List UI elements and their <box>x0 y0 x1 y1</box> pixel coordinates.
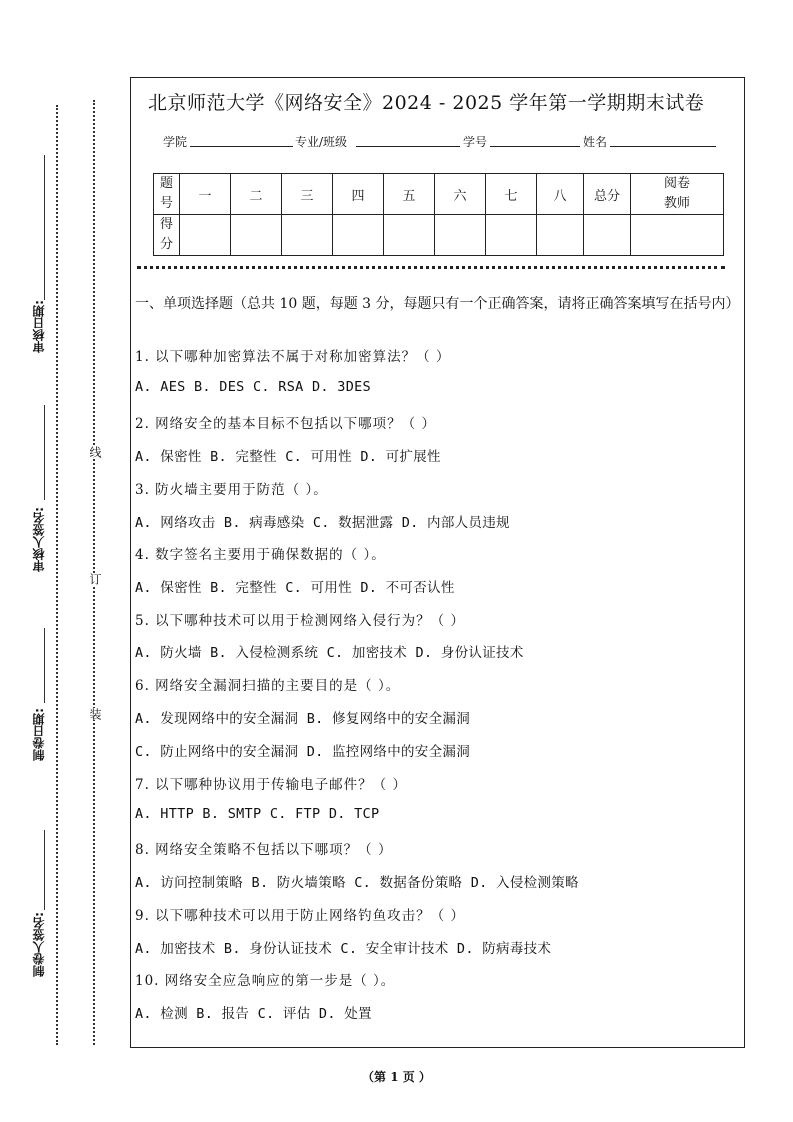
options-4: A. 保密性 B. 完整性 C. 可用性 D. 不可否认性 <box>135 580 455 596</box>
score-cell-total[interactable] <box>584 215 631 256</box>
header-grader: 阅卷教师 <box>631 174 724 215</box>
header-total: 总分 <box>584 174 631 215</box>
binding-dotted-line-outer <box>56 105 58 1045</box>
score-cell-q2[interactable] <box>231 215 282 256</box>
question-9: 9. 以下哪种技术可以用于防止网络钓鱼攻击？（ ） <box>135 908 465 924</box>
header-q6: 六 <box>435 174 486 215</box>
options-2: A. 保密性 B. 完整性 C. 可用性 D. 可扩展性 <box>135 449 441 465</box>
student-id-label: 学号 <box>463 135 488 149</box>
score-cell-q5[interactable] <box>384 215 435 256</box>
score-cell-q1[interactable] <box>180 215 231 256</box>
binding-mark-zhuang: 装 <box>88 708 102 720</box>
question-2: 2. 网络安全的基本目标不包括以下哪项？（ ） <box>135 416 436 432</box>
options-5: A. 防火墙 B. 入侵检测系统 C. 加密技术 D. 身份认证技术 <box>135 645 524 661</box>
prepare-date-line <box>44 628 45 703</box>
header-q2: 二 <box>231 174 282 215</box>
review-date-label: 审核日期: <box>32 300 46 353</box>
options-6b: C. 防止网络中的安全漏洞 D. 监控网络中的安全漏洞 <box>135 744 470 760</box>
college-label: 学院 <box>163 135 188 149</box>
question-10: 10. 网络安全应急响应的第一步是（ ）。 <box>135 973 396 989</box>
section-divider <box>137 266 725 269</box>
header-q5: 五 <box>384 174 435 215</box>
header-q4: 四 <box>333 174 384 215</box>
options-6a: A. 发现网络中的安全漏洞 B. 修复网络中的安全漏洞 <box>135 711 470 727</box>
options-3: A. 网络攻击 B. 病毒感染 C. 数据泄露 D. 内部人员违规 <box>135 515 510 531</box>
score-cell-q8[interactable] <box>537 215 584 256</box>
header-q3: 三 <box>282 174 333 215</box>
options-8: A. 访问控制策略 B. 防火墙策略 C. 数据备份策略 D. 入侵检测策略 <box>135 875 579 891</box>
score-cell-q6[interactable] <box>435 215 486 256</box>
header-q1: 一 <box>180 174 231 215</box>
score-table-header-row <box>154 174 724 215</box>
binding-mark-ding: 订 <box>88 573 102 585</box>
question-7: 7. 以下哪种协议用于传输电子邮件？（ ） <box>135 777 407 793</box>
section-heading: 一、单项选择题（总共 10 题，每题 3 分，每题只有一个正确答案，请将正确答案填写在括号内） <box>135 296 740 312</box>
prepare-date-label: 制卷日期: <box>32 708 46 761</box>
header-question-no: 题号 <box>154 174 180 215</box>
name-field[interactable] <box>610 146 716 147</box>
student-id-field[interactable] <box>490 146 580 147</box>
exam-title: 北京师范大学《网络安全》2024 - 2025 学年第一学期期末试卷 <box>148 92 705 114</box>
major-label: 专业/班级 <box>295 135 348 149</box>
header-q8: 八 <box>537 174 584 215</box>
options-10: A. 检测 B. 报告 C. 评估 D. 处置 <box>135 1006 372 1022</box>
college-field[interactable] <box>190 146 293 147</box>
binding-mark-xian: 线 <box>88 446 102 458</box>
preparer-sign-label: 制卷人签名: <box>32 912 46 977</box>
score-cell-grader[interactable] <box>631 215 724 256</box>
question-1: 1. 以下哪种加密算法不属于对称加密算法？（ ） <box>135 349 451 365</box>
score-cell-q3[interactable] <box>282 215 333 256</box>
name-label: 姓名 <box>583 135 608 149</box>
page-number: （第 1 页 ） <box>362 1070 431 1084</box>
options-9: A. 加密技术 B. 身份认证技术 C. 安全审计技术 D. 防病毒技术 <box>135 941 552 957</box>
question-5: 5. 以下哪种技术可以用于检测网络入侵行为？（ ） <box>135 613 465 629</box>
options-7: A. HTTP B. SMTP C. FTP D. TCP <box>135 806 380 822</box>
reviewer-sign-label: 审核人签名: <box>32 507 46 572</box>
preparer-sign-line <box>44 830 45 910</box>
header-q7: 七 <box>486 174 537 215</box>
options-1: A. AES B. DES C. RSA D. 3DES <box>135 379 371 395</box>
question-4: 4. 数字签名主要用于确保数据的（ ）。 <box>135 547 386 563</box>
reviewer-sign-line <box>44 405 45 500</box>
score-row-label: 得分 <box>154 215 180 256</box>
score-cell-q7[interactable] <box>486 215 537 256</box>
score-table <box>153 173 724 256</box>
major-field[interactable] <box>356 146 460 147</box>
review-date-line <box>44 155 45 300</box>
score-cell-q4[interactable] <box>333 215 384 256</box>
question-6: 6. 网络安全漏洞扫描的主要目的是（ ）。 <box>135 678 401 694</box>
score-table-score-row <box>154 215 724 256</box>
question-8: 8. 网络安全策略不包括以下哪项？（ ） <box>135 842 393 858</box>
question-3: 3. 防火墙主要用于防范（ ）。 <box>135 482 328 498</box>
